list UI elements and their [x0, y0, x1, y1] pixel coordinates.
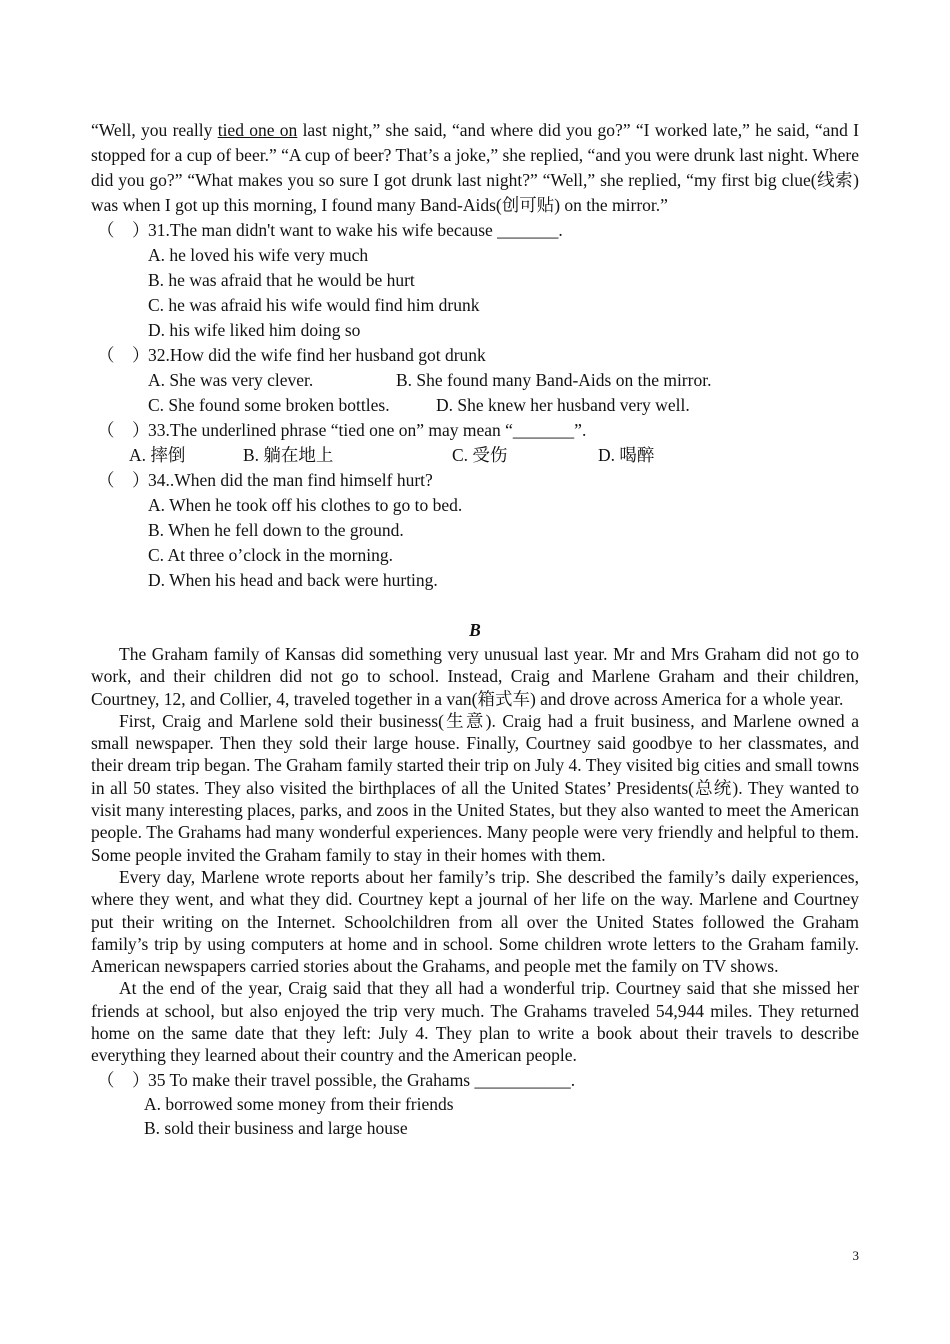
answer-blank: （ ） — [97, 1069, 150, 1090]
passage-b-paragraph-1: The Graham family of Kansas did something very unusual last year. Mr and Mrs Graham did not go to work, and their children did not go to school. Instead, Craig and Marlene Graham and their children, Courtney, 12, and Collier, 4, traveled together in a van(箱式车) and drove across America for a whole year. — [91, 644, 859, 709]
passage-b-paragraph-3: Every day, Marlene wrote reports about her family’s trip. She described the family’s daily experiences, where they went, and what they did. Courtney kept a journal of her life on the way. Marlene and Courtney put their writing on the Internet. Schoolchildren from all over the United States followed the Graham family’s trip by using computers at home and in school. Some children wrote letters to the Graham family. American newspapers carried stories about the Grahams, and people met the family on TV shows. — [91, 866, 859, 977]
passage-a-paragraph: “Well, you really tied one on last night,” she said, “and where did you go?” “I worked late,” he said, “and I stopped for a cup of beer.” “A cup of beer? That’s a joke,” she replied, “and you were drunk last night. Where did you go?” “What makes you so sure I got drunk last night?” “Well,” she replied, “my first big clue(线索) was when I got up this morning, I found many Band-Aids(创可贴) on the mirror.” — [91, 120, 859, 215]
option-b: B. 躺在地上 — [243, 445, 334, 465]
option-b: B. She found many Band-Aids on the mirror. — [396, 370, 712, 390]
page-number: 3 — [852, 1248, 859, 1263]
question-35 — [91, 1068, 859, 1140]
question-34 — [91, 468, 859, 593]
question-stem: 31.The man didn't want to wake his wife because _______. — [148, 220, 563, 240]
option-d: D. 喝醉 — [598, 445, 655, 465]
section-heading: B — [469, 620, 481, 640]
option-a: A. She was very clever. — [148, 370, 314, 390]
question-31 — [91, 218, 859, 343]
option-b: B. sold their business and large house — [144, 1117, 408, 1138]
option-c: C. he was afraid his wife would find him drunk — [148, 295, 480, 315]
answer-blank: （ ） — [97, 420, 150, 440]
option-a: A. When he took off his clothes to go to bed. — [148, 495, 463, 515]
option-d: D. his wife liked him doing so — [148, 320, 361, 340]
page-content — [91, 118, 859, 1140]
passage-b-paragraph-2: First, Craig and Marlene sold their business(生意). Craig had a fruit business, and Marlene owned a small newspaper. Then they sold their large house. Finally, Courtney said goodbye to her classmates, and their dream trip began. The Graham family started their trip on July 4. They visited big cities and small towns in all 50 states. They also visited the birthplaces of all the United States’ Presidents(总统). They wanted to visit many interesting places, parks, and zoos in the United States, but they also wanted to meet the American people. The Grahams had many wonderful experiences. Many people were very friendly and helpful to them. Some people invited the Graham family to stay in their homes with them. — [91, 710, 859, 865]
question-stem: 32.How did the wife find her husband got drunk — [148, 345, 486, 365]
option-c: C. At three o’clock in the morning. — [148, 545, 393, 565]
option-a: A. 摔倒 — [129, 445, 186, 465]
question-stem: 35 To make their travel possible, the Grahams ___________. — [148, 1069, 576, 1090]
question-stem: 33.The underlined phrase “tied one on” may mean “_______”. — [148, 420, 587, 440]
option-c: C. 受伤 — [452, 445, 508, 465]
option-b: B. he was afraid that he would be hurt — [148, 270, 415, 290]
question-32 — [91, 343, 859, 418]
question-33 — [91, 418, 859, 468]
option-d: D. She knew her husband very well. — [436, 395, 690, 415]
option-a: A. borrowed some money from their friends — [144, 1093, 454, 1114]
passage-b-paragraph-4: At the end of the year, Craig said that they all had a wonderful trip. Courtney said that she missed her friends at school, but also enjoyed the trip very much. The Grahams traveled 54,944 miles. They returned home on the same date that they left: July 4. They plan to write a book about their travels to describe everything they learned about their country and the American people. — [91, 978, 859, 1066]
option-b: B. When he fell down to the ground. — [148, 520, 404, 540]
answer-blank: （ ） — [97, 220, 150, 240]
answer-blank: （ ） — [97, 345, 150, 365]
option-a: A. he loved his wife very much — [148, 245, 369, 265]
question-stem: 34..When did the man find himself hurt? — [148, 470, 433, 490]
option-d: D. When his head and back were hurting. — [148, 570, 438, 590]
option-c: C. She found some broken bottles. — [148, 395, 390, 415]
answer-blank: （ ） — [97, 470, 150, 490]
underlined-phrase: tied one on — [217, 120, 298, 140]
